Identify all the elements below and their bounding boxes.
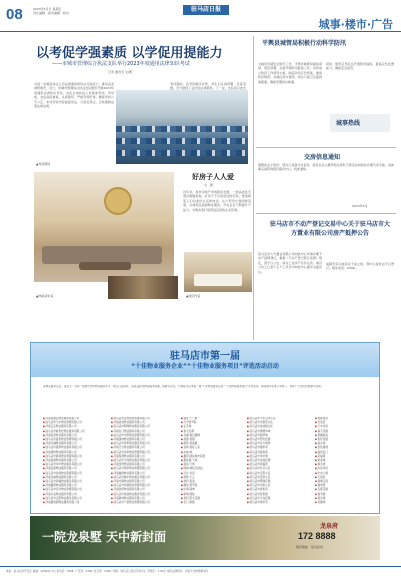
banner-intro: 各物业服务企业、各业主：为进一步提升我市物业服务水平，树立行业标杆，营造良好的物业服务氛围，经研究决定，开展驻马店市第一届“十佳物业服务企业”“十佳物业服务项目”评选活动，现将参评名单公布如下，欢迎广大市民积极参与投票。 xyxy=(43,385,324,388)
candidate-item: ■ 御龙湾 xyxy=(315,463,371,467)
candidate-item: ■ 河南名门物业服务有限公司 xyxy=(111,430,177,434)
candidate-item: ■ 河南美景物业服务有限公司 xyxy=(111,421,177,425)
candidate-item: ■ 驻马店市安居物业管理有限公司 xyxy=(111,417,177,421)
candidate-item: ■ 世纪家园 xyxy=(315,438,371,442)
candidate-item: ■ 亚新·美好人家 xyxy=(181,446,241,450)
candidate-item: ■ 恒大名都 xyxy=(181,430,241,434)
candidate-item: ■ 龙湖·春江郦城 xyxy=(181,434,241,438)
candidate-item: ■ 驻马店市华中物业服务有限公司 xyxy=(43,463,109,467)
candidate-item: ■ 河南万达物业服务有限公司 xyxy=(111,446,177,450)
candidate-list-col2 xyxy=(111,417,177,509)
candidate-item: ■ 凤凰城 xyxy=(315,501,371,505)
candidate-item: ■ 驻马店市中原物业管理有限公司 xyxy=(111,434,177,438)
lead-article-title: 以考促学强素质 以学促用提能力 xyxy=(36,46,223,61)
candidate-item: ■ 水岸华府 xyxy=(315,467,371,471)
candidate-item: ■ 万达·华府 xyxy=(181,472,241,476)
banner-subtitle: “十佳物业服务企业”“十佳物业服务项目”评选活动启动 xyxy=(131,363,279,370)
candidate-item: ■ 天中华府 xyxy=(315,425,371,429)
candidate-item: ■ 驻马店市天中山水小区 xyxy=(247,417,309,421)
candidate-item: ■ 金科·集美 xyxy=(181,480,241,484)
lead-article-col1: 为进一步提高执法人员法律素质和依法行政能力，推动法治城管建设，近日，市城市管理综合执法支队组织开展2023年度通用法律知识考试，支队全体执法人员参加考试。考试前，支队高度重视，认真组织，严格考场纪律，确保考试公平公正。本次考试内容涵盖宪法、行政处罚法、行政强制法等法律法规。 xyxy=(34,82,114,109)
candidate-item: ■ 新城·国际 xyxy=(181,493,241,497)
candidate-item: ■ 驻马店市天中物业管理有限公司 xyxy=(43,421,109,425)
candidate-item: ■ 河南碧桂园物业服务有限公司 xyxy=(43,501,109,505)
candidate-item: ■ 河南亚新物业服务有限公司 xyxy=(43,467,109,471)
candidate-item: ■ 河南融创物业服务有限公司 xyxy=(111,472,177,476)
candidate-item: ■ 驻马店市佳和园 xyxy=(247,493,309,497)
candidate-item: ■ 驻马店市泰和苑 xyxy=(247,488,309,492)
candidate-item: ■ 驻马店市天成花园 xyxy=(247,497,309,501)
feature-text: 近年来，我市房地产市场稳步发展，一批品质住宅项目相继落地。好房子不仅是居住的空间，更承载着人们对美好生活的向往。从户型设计到园林景观，从建筑品质到物业服务，开发企业不断提升产品力，为购房者打造舒适宜居的生活环境。 xyxy=(183,190,251,212)
candidate-list-col1 xyxy=(43,417,109,509)
candidate-item: ■ 碧桂园·天悦 xyxy=(181,459,241,463)
candidate-item: ■ 康桥·香溪郡 xyxy=(181,442,241,446)
candidate-item: ■ 河南兴业物业服务有限公司 xyxy=(43,493,109,497)
candidate-item: ■ 翡翠湾 xyxy=(315,484,371,488)
exam-photo xyxy=(116,90,248,164)
lead-article-col2: 考试期间，各考场秩序井然，考生们认真审题、沉着答题，充分展现了良好的法律素养。下一步，支队将以此次 xyxy=(170,82,246,91)
library-photo xyxy=(108,276,178,299)
feature-caption-2: ▲项目内景 xyxy=(186,294,201,298)
candidate-item: ■ 驻马店市明珠花园 xyxy=(247,480,309,484)
candidate-item: ■ 驻马店市御景物业管理有限公司 xyxy=(43,455,109,459)
feature-byline: 文 · 图 xyxy=(204,183,213,187)
notice-date: 2023年5月 xyxy=(352,204,368,208)
hotline-label: 城事热线 xyxy=(336,120,361,127)
candidate-item: ■ 嘉禾园 xyxy=(315,493,371,497)
exam-photo-caption: ▲考试现场 xyxy=(36,162,51,166)
candidate-item: ■ 驻马店市金鼎花园 xyxy=(247,459,309,463)
candidate-item: ■ 河南昌建物业服务有限公司 xyxy=(43,459,109,463)
candidate-item: ■ 河南恒泰物业服务有限公司 xyxy=(43,434,109,438)
lead-article-byline: 记者 通讯员 文/图 xyxy=(108,70,132,74)
candidate-item: ■ 驻马店市安居小区 xyxy=(247,476,309,480)
candidate-item: ■ 驻马店市东方明珠 xyxy=(247,442,309,446)
candidate-item: ■ 驻马店市广厦物业管理有限公司 xyxy=(111,501,177,505)
candidate-item: ■ 正弘城 xyxy=(181,425,241,429)
candidate-item: ■ 名都花园 xyxy=(315,488,371,492)
header-meta-line: 责任编辑 · 美术编辑 · 校对 xyxy=(33,11,69,15)
candidate-item: ■ 幸福里 xyxy=(315,455,371,459)
candidate-item: ■ 鑫苑·国际城市花园 xyxy=(181,455,241,459)
ad-slogan: 一院龙泉墅 天中新封面 xyxy=(42,530,167,544)
candidate-item: ■ 驻马店市中原小区 xyxy=(247,484,309,488)
candidate-item: ■ 河南中海物业服务有限公司 xyxy=(111,480,177,484)
candidate-item: ■ 驻马店市新世纪物业服务有限公司 xyxy=(43,430,109,434)
property-award-banner xyxy=(30,342,380,514)
page-number: 08 xyxy=(6,6,23,23)
candidate-item: ■ 河南鑫苑物业服务有限公司 xyxy=(43,484,109,488)
bedroom-photo xyxy=(184,252,252,292)
candidate-item: ■ 河南正弘物业服务有限公司 xyxy=(43,425,109,429)
candidate-item: ■ 驻马店市正阳物业服务有限公司 xyxy=(43,497,109,501)
feature-caption-1: ▲样板间实景 xyxy=(36,294,54,298)
ad-phone: 172 8888 xyxy=(298,531,336,541)
candidate-item: ■ 河南保利物业服务有限公司 xyxy=(111,455,177,459)
candidate-item: ■ 河南世纪物业服务有限公司 xyxy=(111,488,177,492)
candidate-item: ■ 驻马店市宏达物业管理有限公司 xyxy=(43,488,109,492)
candidate-item: ■ 驻马店市恒信物业服务有限公司 xyxy=(111,493,177,497)
candidate-item: ■ 昌建·誉园 xyxy=(181,438,241,442)
candidate-item: ■ 河南康桥物业服务有限公司 xyxy=(43,451,109,455)
page-header xyxy=(0,0,401,32)
mortgage-notice-title: 驻马店市不动产登记交易中心关于驻马店市大方置业有限公司房产抵押公告 xyxy=(270,221,391,237)
candidate-item: ■ 驻马店市鸿福物业服务有限公司 xyxy=(43,480,109,484)
header-meta xyxy=(33,7,69,15)
flood-article-title: 平舆县城管局积极行动科学防汛 xyxy=(262,40,347,47)
candidate-item: ■ 驻马店市嘉和苑 xyxy=(247,446,309,450)
notice-title: 交房信息通知 xyxy=(304,154,341,161)
page-footer: 地址：驻马店市开发区 邮编：463000 办公室电话：0396- 广告部：0396- 发行部：0396- 印刷：驻马店日报社印务中心 零售价：1.00元 本报法律顾问：河南天中律师事务所 xyxy=(0,566,401,584)
candidate-item: ■ 金色港湾 xyxy=(315,446,371,450)
candidate-item: ■ 驻马店市翡翠城 xyxy=(247,434,309,438)
ad-address: 项目地址：驻马店市 xyxy=(296,545,324,549)
candidate-item: ■ 绿地·城际空间站 xyxy=(181,467,241,471)
candidate-list-col5 xyxy=(315,417,371,509)
candidate-item: ■ 驻马店市金鼎物业管理有限公司 xyxy=(43,472,109,476)
candidate-item: ■ 紫金城 xyxy=(315,459,371,463)
candidate-item: ■ 丽水湾 xyxy=(315,442,371,446)
section-title: 城事·楼市·广告 xyxy=(318,18,393,31)
candidate-item: ■ 香榭丽舍 xyxy=(315,434,371,438)
candidate-item: ■ 驻马店市和谐物业管理有限公司 xyxy=(111,484,177,488)
candidate-item: ■ 名门·紫园 xyxy=(181,501,241,505)
candidate-item: ■ 驻马店市阳光花园 xyxy=(247,438,309,442)
candidate-item: ■ 河南龙湖物业服务有限公司 xyxy=(43,442,109,446)
candidate-item: ■ 春天花园 xyxy=(315,430,371,434)
candidate-item: ■ 驻马店市嘉和物业服务有限公司 xyxy=(43,446,109,450)
lead-article-subtitle: ——市城市管理综合执法支队举行2023年度通用法律知识考试 xyxy=(52,61,190,67)
candidate-item: ■ 驻马店市金桂园小区 xyxy=(247,425,309,429)
living-room-photo xyxy=(34,172,174,282)
candidate-item: ■ 驻马店市盛世物业管理有限公司 xyxy=(43,438,109,442)
header-meta-line: 2023年5月日 星期五 xyxy=(33,7,62,11)
candidate-item: ■ 驻马店市锦华物业管理有限公司 xyxy=(111,467,177,471)
candidate-item: ■ 河南永威物业服务有限公司 xyxy=(43,476,109,480)
candidate-item: ■ 世纪·阳光花园 xyxy=(181,497,241,501)
candidate-item: ■ 中央公园 xyxy=(315,472,371,476)
candidate-item: ■ 天中壹号院 xyxy=(181,421,241,425)
candidate-item: ■ 保利·天汇 xyxy=(181,476,241,480)
candidate-list-col4 xyxy=(247,417,309,509)
feature-title: 好房子人人爱 xyxy=(192,172,234,181)
candidate-item: ■ 驻马店市书香苑小区 xyxy=(247,421,309,425)
divider xyxy=(256,147,396,148)
divider xyxy=(256,213,396,214)
candidate-item: ■ 河南金科物业服务有限公司 xyxy=(111,463,177,467)
candidate-item: ■ 锦绣江南 xyxy=(315,480,371,484)
candidate-item: ■ 河南绿地物业服务有限公司 xyxy=(111,438,177,442)
candidate-item: ■ 河南省建业物业服务有限公司 xyxy=(43,417,109,421)
candidate-item: ■ 龙泉府 xyxy=(315,421,371,425)
candidate-item: ■ 驻马店市锦华苑 xyxy=(247,501,309,505)
banner-header xyxy=(31,343,379,377)
candidate-item: ■ 驻马店市御景湾 xyxy=(247,451,309,455)
candidate-item: ■ 天悦府 xyxy=(315,476,371,480)
candidate-item: ■ 驻马店市泰和物业服务有限公司 xyxy=(111,442,177,446)
candidate-item: ■ 中海·锦城 xyxy=(181,488,241,492)
mortgage-notice-col2: 逾期无异议或异议不成立的，我中心将依法予以登记。联系电话：0396-。 xyxy=(326,262,394,271)
candidate-item: ■ 建业·十八城 xyxy=(181,417,241,421)
candidate-item: ■ 驻马店市佳和物业管理有限公司 xyxy=(111,451,177,455)
candidate-item: ■ 融创·壹号院 xyxy=(181,484,241,488)
candidate-list-col3 xyxy=(181,417,241,509)
candidate-item: ■ 星河湾 xyxy=(315,497,371,501)
candidate-item: ■ 河南新城物业服务有限公司 xyxy=(111,497,177,501)
candidate-item: ■ 贵都悦府 xyxy=(315,417,371,421)
masthead: 驻马店日报 xyxy=(183,5,229,15)
candidate-item: ■ 盛世名门 xyxy=(315,451,371,455)
candidate-item: ■ 永威·城 xyxy=(181,451,241,455)
mortgage-notice-col1: 驻马店市大方置业有限公司向我中心申请办理不动产抵押登记，根据《不动产登记暂行条例》规定，现予以公告。如对上述房产有异议的，请自公告之日起十五个工作日内向我中心提出书面异议。 xyxy=(258,252,322,274)
candidate-item: ■ 驻马店市瑞丰物业服务有限公司 xyxy=(111,476,177,480)
candidate-item: ■ 美景·天城 xyxy=(181,463,241,467)
candidate-item: ■ 驻马店市鸿福苑 xyxy=(247,463,309,467)
flood-article-col1: 为做好汛期安全防范工作，平舆县城管局提前谋划、周密部署，全面开展防汛准备工作。该局成立防汛工作领导小组，制定防汛应急预案，储备防汛物资，对城区排水管网、雨水口进行全面排查疏通，确保汛期排水畅通。 xyxy=(258,62,322,84)
candidate-item: ■ 驻马店市宏达小区 xyxy=(247,467,309,471)
ad-brand: 龙泉府 xyxy=(320,523,339,530)
candidate-item: ■ 驻马店市明珠物业服务有限公司 xyxy=(111,425,177,429)
notice-text: 尊敬的业主您好：项目已具备交付条件，请各位业主携带相关资料于规定时间前往办理交房手续。具体事宜请咨询项目服务中心。特此通知。 xyxy=(258,163,394,172)
flood-article-col2: 同时，组织应急队伍开展防汛演练，提高应急处置能力，确保安全度汛。 xyxy=(326,62,394,71)
candidate-item: ■ 驻马店市华中城 xyxy=(247,455,309,459)
candidate-item: ■ 驻马店市锦绣华城 xyxy=(247,430,309,434)
candidate-item: ■ 驻马店市正阳小区 xyxy=(247,472,309,476)
candidate-item: ■ 驻马店市天成物业服务有限公司 xyxy=(111,459,177,463)
column-divider xyxy=(253,36,254,340)
banner-title: 驻马店市第一届 xyxy=(170,351,240,362)
